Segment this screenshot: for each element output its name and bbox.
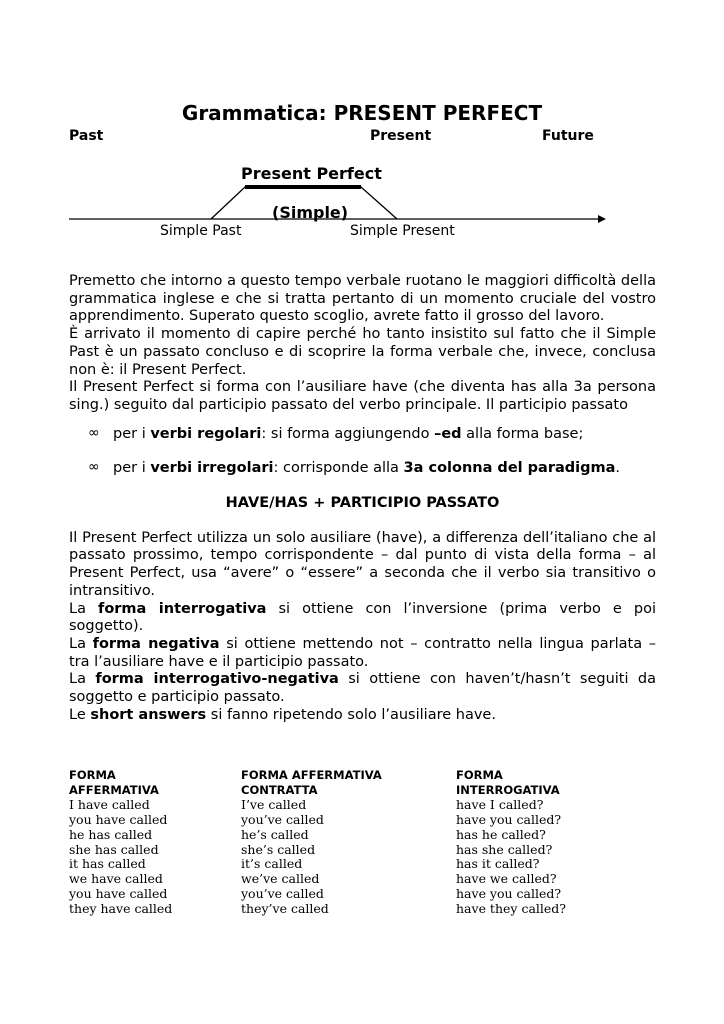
column-header: FORMA [456,768,503,782]
bullet-regular-verbs: ∞ per i verbi regolari: si forma aggiungendo –ed alla forma base; [88,424,584,442]
simple-past-label: Simple Past [160,223,242,239]
timeline-past-label: Past [69,128,104,144]
bullet-irregular-verbs: ∞ per i verbi irregolari: corrisponde alla 3a colonna del paradigma. [88,459,620,477]
table-row: you have called [69,886,168,902]
table-row: she has called [69,841,159,857]
forms-intro-paragraph: Il Present Perfect utilizza un solo ausiliare (have), a differenza dell’italiano che al passato prossimo, tempo corrispondente – dal punto di vista della forma – al Present Perfect, usa “avere” o “essere” a seconda che il verbo sia transitivo o intransitivo. [69,529,656,599]
table-row: we have called [69,871,163,887]
table-row: he has called [69,826,153,842]
intro-paragraph-2: È arrivato il momento di capire perché ho tanto insistito sul fatto che il Simple Past è un passato concluso e di scoprire la forma verbale che, invece, conclusa non è: il Present Perfect. [69,326,656,378]
table-row: have I called? [456,796,544,812]
formula-heading: HAVE/HAS + PARTICIPIO PASSATO [225,495,500,512]
document-body [69,273,656,724]
intro-paragraph-3: Il Present Perfect si forma con l’ausiliare have (che diventa has alla 3a persona sing.) seguito dal participio passato del verbo principale. Il participio passato [69,379,656,413]
column-contracted [241,768,382,917]
table-row: it has called [69,856,146,872]
table-row: has it called? [456,856,540,872]
column-header: FORMA AFFERMATIVA [241,768,382,782]
column-header: CONTRATTA [241,782,318,797]
table-row: has he called? [456,826,546,842]
interrogative-paragraph: La forma interrogativa si ottiene con l’inversione (prima verbo e poi soggetto). [69,600,656,635]
intro-paragraph-1: Premetto che intorno a questo tempo verbale ruotano le maggiori difficoltà della grammatica inglese e che si tratta pertanto di un momento cruciale del vostro apprendimento. Superato questo scoglio, avrete fatto il grosso del lavoro. [69,273,656,325]
page-title: Grammatica: PRESENT PERFECT [181,101,543,125]
table-row: they have called [69,901,173,917]
table-row: have you called? [456,811,562,827]
table-row: you have called [69,811,168,827]
present-perfect-label: Present Perfect [241,164,382,183]
table-row: you’ve called [241,886,324,902]
short-answers-paragraph: Le short answers si fanno ripetendo solo l’ausiliare have. [69,706,496,723]
negative-paragraph: La forma negativa si ottiene mettendo not – contratto nella lingua parlata – tra l’ausiliare have e il participio passato. [69,635,657,670]
interrogative-negative-paragraph: La forma interrogativo-negativa si ottiene con haven’t/hasn’t seguiti da soggetto e participio passato. [69,671,656,706]
table-row: she’s called [241,841,316,857]
table-row: have we called? [456,871,557,887]
column-affirmative [69,768,172,917]
timeline-present-label: Present [370,128,432,144]
table-row: he’s called [241,826,309,842]
table-row: has she called? [456,841,553,857]
timeline-arrowhead [598,215,606,223]
column-interrogative [456,768,566,917]
table-row: I have called [69,796,150,812]
column-header: INTERROGATIVA [456,782,560,797]
table-row: we’ve called [241,871,320,887]
column-header: AFFERMATIVA [69,782,159,797]
table-row: have you called? [456,886,562,902]
table-row: I’ve called [241,796,307,812]
table-row: it’s called [241,856,303,872]
column-header: FORMA [69,768,116,782]
infinity-bullet-icon: ∞ [88,459,100,476]
infinity-bullet-icon: ∞ [88,424,100,441]
table-row: they’ve called [241,901,329,917]
timeline-future-label: Future [542,128,594,144]
simple-label: (Simple) [272,203,349,222]
simple-present-label: Simple Present [350,223,455,239]
table-row: have they called? [456,901,566,917]
table-row: you’ve called [241,811,324,827]
